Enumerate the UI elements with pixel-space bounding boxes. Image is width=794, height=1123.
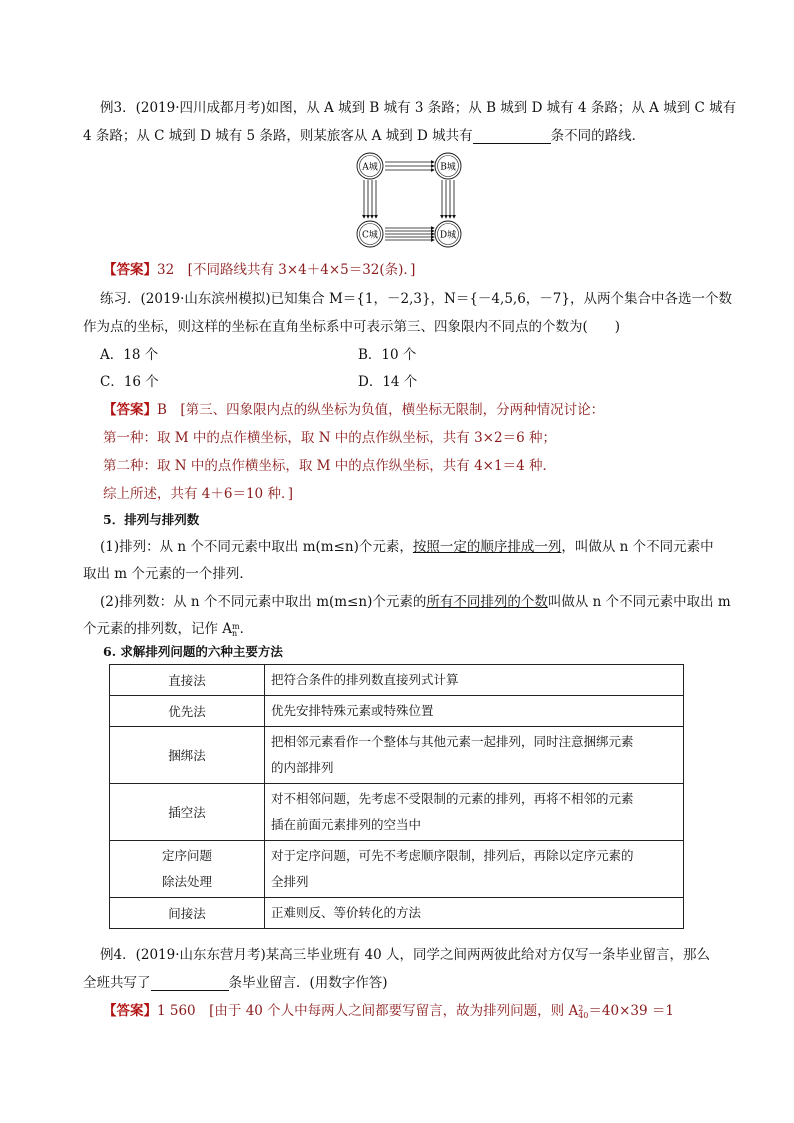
ex4-line2: [83, 971, 388, 991]
desc-line1: 对于定序问题，可先不考虑顺序限制，排列后，再除以定序元素的: [271, 848, 634, 863]
city-a-node: [357, 153, 383, 179]
desc-line2: 全排列: [271, 874, 309, 889]
city-c-label: C城: [362, 230, 378, 241]
ex4-answer-sup: 2: [578, 1003, 584, 1013]
practice-answer-line4: 综上所述，共有 4＋6＝10 种．]: [103, 486, 293, 502]
section5-p2-a: (2)排列数：从 n 个不同元素中取出 m(m≤n)个元素的: [100, 594, 427, 610]
section6-title: 6. 求解排列问题的六种主要方法: [103, 644, 283, 659]
method-cell: 捆绑法: [110, 727, 265, 784]
table-row: [110, 784, 684, 841]
desc-cell: [265, 898, 684, 929]
option-c[interactable]: C．16 个: [100, 374, 159, 390]
route-b-to-d: [442, 180, 454, 218]
method-cell: 直接法: [110, 665, 265, 696]
section5-title: 5．排列与排列数: [103, 512, 200, 527]
ex4-line2-post: 条毕业留言．(用数字作答): [228, 975, 388, 991]
ex3-answer-blank[interactable]: [473, 129, 551, 144]
desc-line1: 对不相邻问题，先考虑不受限制的元素的排列，再将不相邻的元素: [271, 791, 634, 806]
desc-line2: 的内部排列: [271, 760, 334, 775]
option-d[interactable]: D．14 个: [358, 374, 418, 390]
city-c-node: [357, 221, 383, 247]
practice-line1: 练习．(2019·山东滨州模拟)已知集合 M＝{1，－2,3}，N＝{－4,5,6，－7}，从两个集合中各选一个数: [100, 291, 732, 307]
ex3-answer-text: 32 [不同路线共有 3×4＋4×5＝32(条)．]: [157, 262, 416, 278]
city-b-label: B城: [440, 162, 456, 173]
arrangement-sub: n: [232, 628, 238, 638]
practice-line2: 作为点的坐标，则这样的坐标在直角坐标系中可表示第三、四象限内不同点的个数为( ): [83, 319, 621, 335]
section5-p2-line2: [83, 617, 253, 637]
desc-line2: 插在前面元素排列的空当中: [271, 817, 422, 832]
practice-answer-line1: [103, 398, 604, 418]
table-row: [110, 841, 684, 898]
section5-p1-underlined: 按照一定的顺序排成一列: [412, 539, 562, 555]
section5-p1-a: (1)排列：从 n 个不同元素中取出 m(m≤n)个元素，: [100, 539, 413, 555]
ex4-answer: [103, 999, 674, 1019]
table-row: [110, 727, 684, 784]
ex3-line2-post: 条不同的路线．: [550, 128, 646, 144]
ex3-line1: 例3．(2019·四川成都月考)如图，从 A 城到 B 城有 3 条路；从 B 城到 D 城有 4 条路；从 A 城到 C 城有: [100, 100, 737, 116]
city-a-label: A城: [362, 162, 378, 173]
methods-table: [109, 664, 684, 929]
section5-p1-line1: [100, 535, 714, 555]
practice-answer-line3: 第二种：取 N 中的点作横坐标，取 M 中的点作纵坐标，共有 4×1＝4 种．: [103, 458, 556, 474]
option-a[interactable]: A．18 个: [100, 347, 159, 363]
route-a-to-c: [364, 180, 376, 218]
ex4-line2-pre: 全班共写了: [83, 975, 151, 991]
ex4-answer-b: ＝40×39 ＝1: [588, 1003, 674, 1019]
table-row: [110, 696, 684, 727]
desc-line1: 优先安排特殊元素或特殊位置: [271, 703, 434, 718]
desc-line1: 把相邻元素看作一个整体与其他元素一起排列，同时注意捆绑元素: [271, 734, 634, 749]
option-b[interactable]: B．10 个: [358, 347, 417, 363]
section5-p2-line2-a: 个元素的排列数，记作 A: [83, 621, 233, 637]
section5-p2-line2-b: ．: [239, 621, 254, 637]
ex3-answer-label: 【答案】: [103, 262, 157, 278]
method-cell: 间接法: [110, 898, 265, 929]
route-a-to-b: [385, 162, 434, 170]
desc-line1: 正难则反、等价转化的方法: [271, 905, 422, 920]
city-d-node: [435, 221, 461, 247]
ex4-answer-label: 【答案】: [103, 1003, 157, 1019]
ex4-line1: 例4．(2019·山东东营月考)某高三毕业班有 40 人，同学之间两两彼此给对方仅写一条毕业留言，那么: [100, 947, 711, 963]
section5-p2-b: 叫做从 n 个不同元素中取出 m: [547, 594, 731, 610]
ex4-answer-a: 1 560 [由于 40 个人中每两人之间都要写留言，故为排列问题，则 A: [157, 1003, 579, 1019]
desc-cell: [265, 696, 684, 727]
practice-answer-label: 【答案】: [103, 402, 157, 418]
city-route-diagram: [355, 152, 465, 248]
method-cell: 定序问题 除法处理: [110, 841, 265, 898]
desc-cell: [265, 784, 684, 841]
section5-p1-b: ，叫做从 n 个不同元素中: [561, 539, 714, 555]
desc-line1: 把符合条件的排列数直接列式计算: [271, 672, 459, 687]
route-c-to-d: [385, 228, 434, 240]
section5-p1-line2: 取出 m 个元素的一个排列．: [83, 566, 253, 582]
desc-cell: [265, 665, 684, 696]
practice-answer-line2: 第一种：取 M 中的点作横坐标，取 N 中的点作纵坐标，共有 3×2＝6 种；: [103, 430, 556, 446]
ex3-line2: [83, 124, 645, 144]
method-cell: 优先法: [110, 696, 265, 727]
table-row: [110, 898, 684, 929]
ex4-answer-blank[interactable]: [151, 976, 229, 991]
method-cell: 插空法: [110, 784, 265, 841]
desc-cell: [265, 727, 684, 784]
table-row: [110, 665, 684, 696]
city-d-label: D城: [439, 230, 457, 241]
practice-answer-text: B [第三、四象限内点的纵坐标为负值，横坐标无限制，分两种情况讨论：: [157, 402, 605, 418]
arrangement-sup: m: [232, 621, 240, 631]
ex4-answer-sub: 40: [578, 1010, 589, 1020]
ex3-line2-pre: 4 条路；从 C 城到 D 城有 5 条路，则某旅客从 A 城到 D 城共有: [83, 128, 473, 144]
ex3-answer: [103, 258, 415, 278]
section5-p2-line1: [100, 590, 731, 610]
desc-cell: [265, 841, 684, 898]
city-b-node: [435, 153, 461, 179]
section5-p2-underlined: 所有不同排列的个数: [426, 594, 548, 610]
